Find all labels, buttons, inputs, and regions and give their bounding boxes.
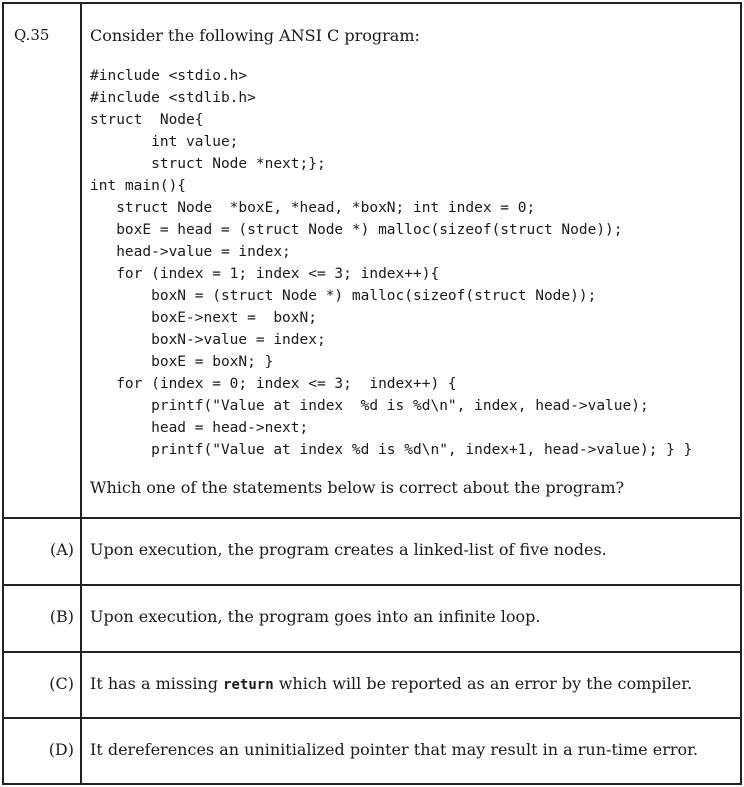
option-c-text — [90, 674, 692, 693]
option-b-text: Upon execution, the program goes into an infinite loop. — [90, 607, 541, 626]
code-line: int main(){ — [90, 178, 187, 194]
code-line: for (index = 1; index <= 3; index++){ — [90, 266, 440, 282]
question-ask: Which one of the statements below is correct about the program? — [90, 478, 625, 497]
code-line: boxE = boxN; } — [90, 354, 274, 370]
option-b-label: (B) — [49, 607, 74, 626]
row-divider — [4, 717, 740, 719]
option-c-text-before: It has a missing — [90, 674, 224, 693]
row-divider — [4, 584, 740, 586]
code-block — [90, 65, 692, 461]
option-d-text: It dereferences an uninitialized pointer that may result in a run-time error. — [90, 740, 699, 759]
code-line: boxE->next = boxN; — [90, 310, 317, 326]
code-line: head = head->next; — [90, 420, 309, 436]
option-d-label: (D) — [48, 740, 74, 759]
question-number: Q.35 — [14, 26, 50, 44]
option-c-label: (C) — [49, 674, 74, 693]
code-line: boxN = (struct Node *) malloc(sizeof(struct Node)); — [90, 288, 597, 304]
code-line: #include <stdlib.h> — [90, 90, 256, 106]
code-line: #include <stdio.h> — [90, 68, 248, 84]
question-table — [2, 2, 742, 785]
code-line: printf("Value at index %d is %d\n", index+1, head->value); } } — [90, 442, 693, 458]
code-line: struct Node *boxE, *head, *boxN; int index = 0; — [90, 200, 536, 216]
row-divider — [4, 651, 740, 653]
code-line: boxN->value = index; — [90, 332, 326, 348]
code-line: struct Node *next;}; — [90, 156, 326, 172]
code-line: struct Node{ — [90, 112, 204, 128]
option-a-text: Upon execution, the program creates a linked-list of five nodes. — [90, 540, 607, 559]
row-divider — [4, 517, 740, 519]
option-c-text-after: which will be reported as an error by the compiler. — [273, 674, 693, 693]
code-line: for (index = 0; index <= 3; index++) { — [90, 376, 457, 392]
option-c-code: return — [223, 677, 274, 693]
column-divider — [80, 4, 82, 783]
question-prompt: Consider the following ANSI C program: — [90, 26, 420, 45]
option-a-label: (A) — [49, 540, 74, 559]
code-line: head->value = index; — [90, 244, 291, 260]
code-line: int value; — [90, 134, 239, 150]
code-line: boxE = head = (struct Node *) malloc(sizeof(struct Node)); — [90, 222, 623, 238]
code-line: printf("Value at index %d is %d\n", index, head->value); — [90, 398, 649, 414]
